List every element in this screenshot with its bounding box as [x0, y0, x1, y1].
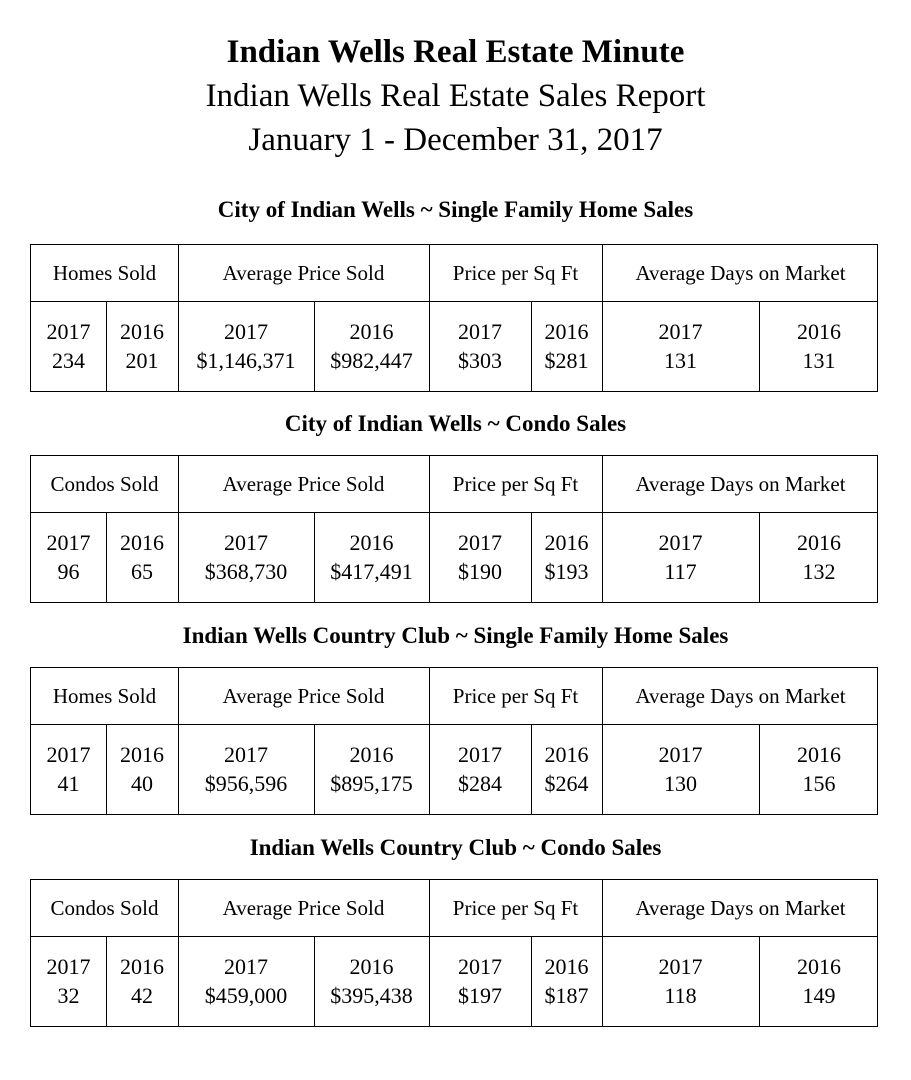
data-cell — [106, 512, 178, 602]
cell-year: 2017 — [46, 530, 91, 555]
header-avg-days-on-market: Average Days on Market — [635, 471, 846, 496]
data-cell — [531, 512, 602, 602]
cell-year: 2017 — [658, 954, 703, 979]
data-cell — [531, 301, 602, 391]
data-cell — [178, 724, 314, 814]
cell-value: 201 — [125, 348, 159, 373]
data-cell — [759, 936, 879, 1026]
cell-year: 2016 — [349, 530, 394, 555]
cell-value: $395,438 — [330, 983, 413, 1008]
cell-value: 40 — [131, 771, 153, 796]
cell-value: 234 — [52, 348, 85, 373]
cell-year: 2017 — [46, 742, 91, 767]
header-price-per-sqft: Price per Sq Ft — [452, 895, 579, 920]
stats-table-city-condo — [30, 455, 878, 603]
report-subtitle: Indian Wells Real Estate Sales Report — [205, 78, 706, 114]
header-homes-sold: Condos Sold — [50, 471, 159, 496]
data-cell — [314, 724, 429, 814]
cell-value: 42 — [131, 983, 153, 1008]
cell-year: 2016 — [120, 319, 164, 344]
data-cell — [602, 512, 759, 602]
data-cell — [31, 301, 106, 391]
data-cell — [531, 936, 602, 1026]
cell-value: 32 — [57, 983, 80, 1008]
cell-year: 2016 — [544, 319, 589, 344]
section-title-city-condo: City of Indian Wells ~ Condo Sales — [284, 411, 627, 436]
cell-value: $193 — [544, 559, 589, 584]
header-homes-sold: Homes Sold — [52, 260, 157, 285]
data-cell — [31, 724, 106, 814]
data-cell — [106, 936, 178, 1026]
report-date-range: January 1 - December 31, 2017 — [248, 122, 663, 158]
cell-year: 2016 — [797, 742, 841, 767]
cell-value: 96 — [57, 559, 80, 584]
cell-year: 2016 — [349, 954, 394, 979]
header-price-per-sqft: Price per Sq Ft — [452, 260, 579, 285]
cell-value: 65 — [131, 559, 153, 584]
header-avg-days-on-market: Average Days on Market — [635, 683, 846, 708]
data-cell — [178, 512, 314, 602]
cell-year: 2016 — [349, 742, 394, 767]
section-title-club-condo: Indian Wells Country Club ~ Condo Sales — [249, 835, 662, 860]
cell-value: 156 — [802, 771, 836, 796]
cell-year: 2017 — [658, 530, 703, 555]
data-cell — [429, 512, 531, 602]
cell-value: $197 — [458, 983, 502, 1008]
cell-value: $368,730 — [204, 559, 288, 584]
data-cell — [106, 724, 178, 814]
cell-year: 2016 — [544, 954, 589, 979]
cell-value: 117 — [664, 559, 697, 584]
cell-year: 2017 — [658, 742, 703, 767]
data-cell — [31, 936, 106, 1026]
cell-value: $264 — [544, 771, 589, 796]
cell-year: 2016 — [120, 530, 164, 555]
data-cell — [106, 301, 178, 391]
stats-table-city-sfh — [30, 244, 878, 392]
cell-year: 2016 — [797, 530, 841, 555]
cell-value: $459,000 — [204, 983, 288, 1008]
cell-value: 41 — [57, 771, 80, 796]
cell-year: 2016 — [797, 319, 841, 344]
cell-year: 2017 — [458, 319, 502, 344]
cell-year: 2017 — [458, 954, 502, 979]
data-cell — [759, 512, 879, 602]
data-cell — [602, 936, 759, 1026]
data-cell — [602, 301, 759, 391]
cell-value: $303 — [458, 348, 502, 373]
stats-table-club-sfh — [30, 667, 878, 815]
header-homes-sold: Homes Sold — [52, 683, 157, 708]
cell-value: $281 — [544, 348, 589, 373]
cell-year: 2017 — [224, 319, 268, 344]
cell-value: $1,146,371 — [196, 348, 296, 373]
cell-year: 2016 — [544, 742, 589, 767]
header-homes-sold: Condos Sold — [50, 895, 159, 920]
cell-value: $982,447 — [330, 348, 413, 373]
cell-value: $417,491 — [330, 559, 413, 584]
cell-year: 2016 — [120, 954, 164, 979]
section-title-club-sfh: Indian Wells Country Club ~ Single Family Home Sales — [182, 623, 729, 648]
data-cell — [429, 301, 531, 391]
cell-year: 2016 — [349, 319, 394, 344]
data-cell — [314, 512, 429, 602]
cell-year: 2017 — [46, 319, 91, 344]
header-price-per-sqft: Price per Sq Ft — [452, 683, 579, 708]
cell-year: 2017 — [224, 954, 268, 979]
cell-value: 132 — [802, 559, 836, 584]
cell-year: 2017 — [458, 742, 502, 767]
section-title-city-sfh: City of Indian Wells ~ Single Family Home Sales — [217, 197, 694, 222]
cell-value: 118 — [664, 983, 697, 1008]
data-cell — [602, 724, 759, 814]
cell-value: $895,175 — [330, 771, 413, 796]
header-avg-price-sold: Average Price Sold — [222, 895, 385, 920]
cell-year: 2017 — [658, 319, 703, 344]
data-cell — [178, 301, 314, 391]
report-title: Indian Wells Real Estate Minute — [226, 34, 685, 70]
stats-table-club-condo — [30, 879, 878, 1027]
header-avg-price-sold: Average Price Sold — [222, 260, 385, 285]
report-header — [0, 30, 911, 162]
cell-year: 2016 — [544, 530, 589, 555]
cell-value: 149 — [802, 983, 836, 1008]
data-cell — [178, 936, 314, 1026]
cell-year: 2017 — [46, 954, 91, 979]
data-cell — [429, 724, 531, 814]
data-cell — [314, 301, 429, 391]
cell-value: 131 — [802, 348, 836, 373]
cell-year: 2017 — [224, 742, 268, 767]
cell-year: 2016 — [797, 954, 841, 979]
cell-year: 2017 — [458, 530, 502, 555]
header-price-per-sqft: Price per Sq Ft — [452, 471, 579, 496]
data-cell — [31, 512, 106, 602]
cell-value: 131 — [664, 348, 697, 373]
cell-value: 130 — [664, 771, 697, 796]
cell-year: 2016 — [120, 742, 164, 767]
header-avg-price-sold: Average Price Sold — [222, 683, 385, 708]
cell-value: $956,596 — [204, 771, 288, 796]
header-avg-price-sold: Average Price Sold — [222, 471, 385, 496]
data-cell — [531, 724, 602, 814]
cell-value: $187 — [544, 983, 589, 1008]
cell-value: $190 — [458, 559, 502, 584]
data-cell — [429, 936, 531, 1026]
cell-year: 2017 — [224, 530, 268, 555]
header-avg-days-on-market: Average Days on Market — [635, 260, 846, 285]
cell-value: $284 — [458, 771, 502, 796]
data-cell — [314, 936, 429, 1026]
header-avg-days-on-market: Average Days on Market — [635, 895, 846, 920]
data-cell — [759, 301, 879, 391]
data-cell — [759, 724, 879, 814]
